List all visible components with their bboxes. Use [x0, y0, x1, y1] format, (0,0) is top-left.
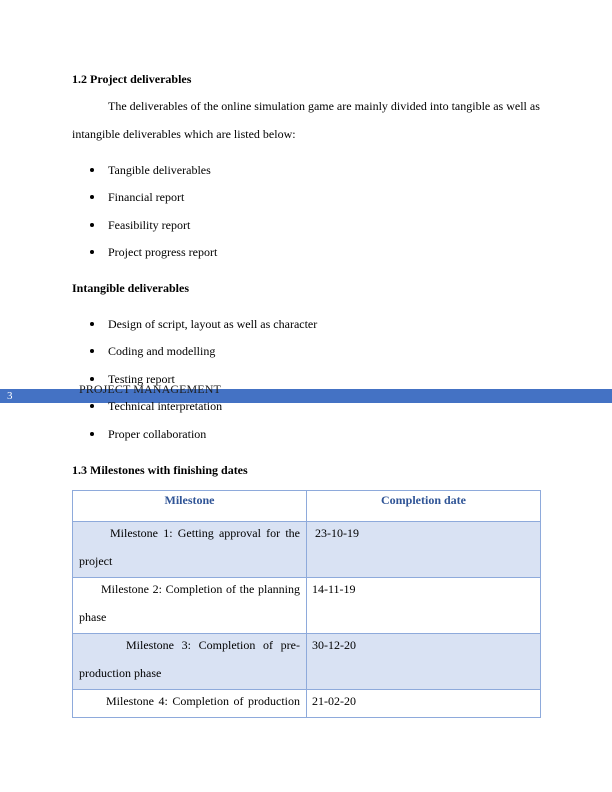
list-item: Proper collaboration: [108, 427, 207, 441]
list-item: Technical interpretation: [108, 399, 223, 413]
completion-date: 21-02-20: [312, 694, 356, 708]
list-item: Financial report: [108, 190, 185, 204]
table-row: [73, 578, 541, 634]
section-heading-intangible-deliverables: Intangible deliverables: [72, 281, 190, 295]
milestone-text-line1: Milestone 2: Completion of the planning: [101, 582, 300, 596]
completion-date: 14-11-19: [312, 582, 356, 596]
date-cell: [307, 634, 541, 690]
date-cell: [307, 578, 541, 634]
table-row: [73, 634, 541, 690]
milestone-text-line1: Milestone 4: Completion of production: [106, 694, 300, 708]
section-heading-milestones: 1.3 Milestones with finishing dates: [72, 463, 248, 477]
page-number: 3: [7, 390, 13, 402]
table-row: [73, 690, 541, 718]
milestone-text-line2: phase: [79, 610, 107, 624]
running-head: PROJECT MANAGEMENT: [79, 382, 221, 396]
list-item: Coding and modelling: [108, 344, 216, 358]
list-item: Testing report: [108, 372, 175, 386]
list-item: Tangible deliverables: [108, 163, 211, 177]
milestone-text-line1: Milestone 1: Getting approval for the: [110, 526, 300, 540]
bullet-icon: [90, 349, 94, 353]
completion-date: 30-12-20: [312, 638, 356, 652]
date-cell: [307, 522, 541, 578]
milestone-cell: [73, 634, 307, 690]
column-header-milestone: Milestone: [73, 491, 307, 522]
bullet-icon: [90, 168, 94, 172]
milestones-table: [72, 490, 541, 718]
bullet-icon: [90, 195, 94, 199]
bullet-icon: [90, 377, 94, 381]
completion-date: 23-10-19: [315, 526, 359, 540]
milestone-cell: [73, 522, 307, 578]
milestone-cell: [73, 578, 307, 634]
paragraph-line-1: The deliverables of the online simulation game are mainly divided into tangible as well as: [108, 99, 540, 113]
section-heading-project-deliverables: 1.2 Project deliverables: [72, 72, 192, 86]
table-header-row: [73, 491, 541, 522]
paragraph-line-2: intangible deliverables which are listed below:: [72, 127, 296, 141]
bullet-icon: [90, 432, 94, 436]
list-item: Feasibility report: [108, 218, 191, 232]
column-header-completion-date: Completion date: [307, 491, 541, 522]
list-item: Project progress report: [108, 245, 218, 259]
bullet-icon: [90, 223, 94, 227]
list-item: Design of script, layout as well as character: [108, 317, 318, 331]
date-cell: [307, 690, 541, 718]
milestone-text-line1: Milestone 3: Completion of pre-: [126, 638, 300, 652]
table-row: [73, 522, 541, 578]
bullet-icon: [90, 404, 94, 408]
milestone-text-line2: project: [79, 554, 113, 568]
milestone-cell: [73, 690, 307, 718]
bullet-icon: [90, 322, 94, 326]
milestone-text-line2: production phase: [79, 666, 162, 680]
bullet-icon: [90, 250, 94, 254]
